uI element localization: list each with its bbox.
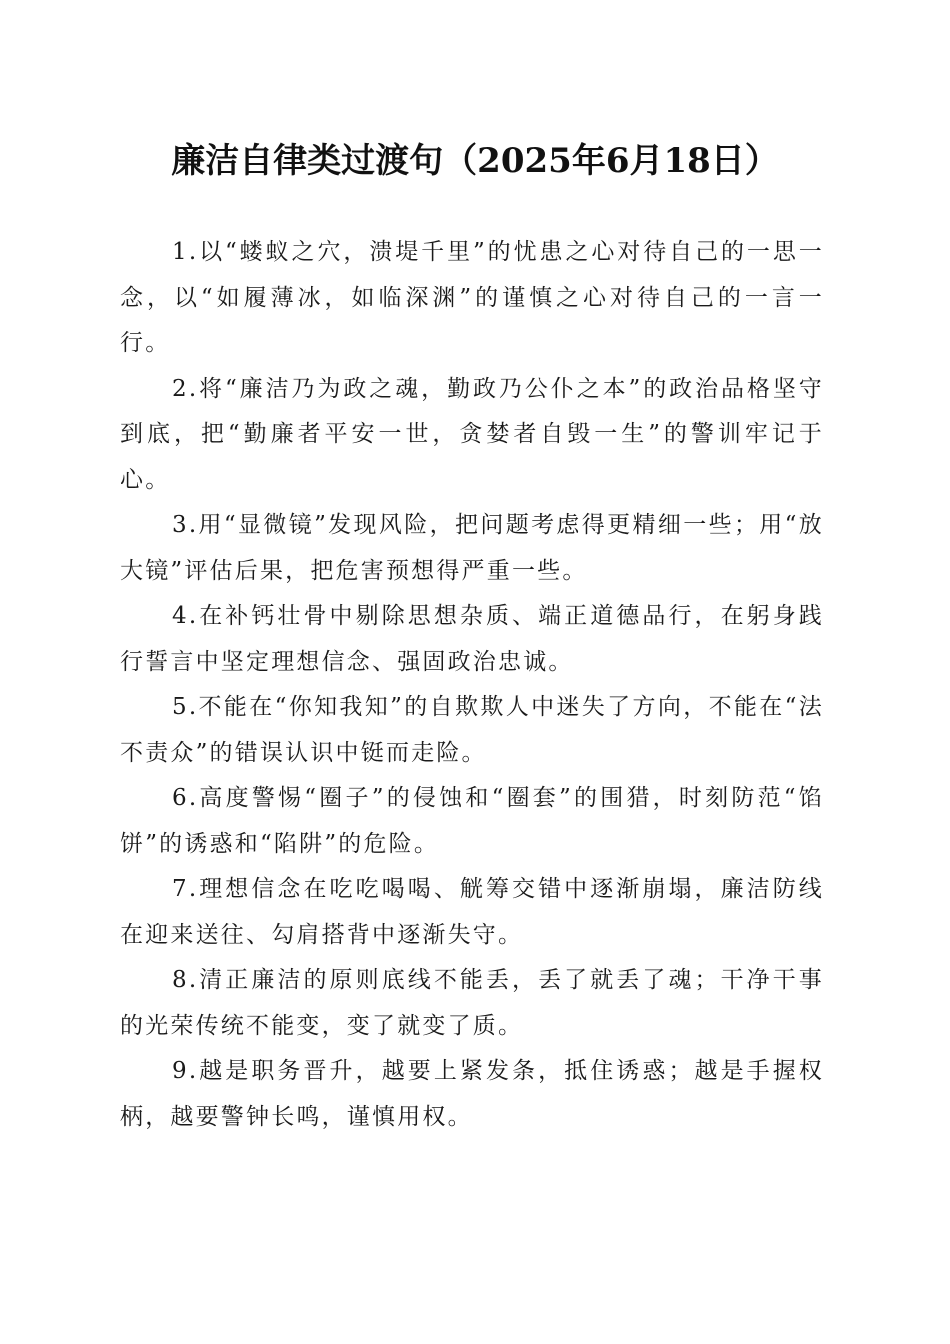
document-body xyxy=(120,230,824,1140)
paragraph-3: 3.用“显微镜”发现风险，把问题考虑得更精细一些；用“放大镜”评估后果，把危害预想得严重一些。 xyxy=(120,512,824,584)
document-title: 廉洁自律类过渡句（2025年6月18日） xyxy=(171,141,779,181)
paragraph-4: 4.在补钙壮骨中剔除思想杂质、端正道德品行，在躬身践行誓言中坚定理想信念、强固政治忠诚。 xyxy=(120,603,824,675)
paragraph-2: 2.将“廉洁乃为政之魂，勤政乃公仆之本”的政治品格坚守到底，把“勤廉者平安一世，贪婪者自毁一生”的警训牢记于心。 xyxy=(120,375,824,493)
paragraph-7: 7.理想信念在吃吃喝喝、觥筹交错中逐渐崩塌，廉洁防线在迎来送往、勾肩搭背中逐渐失守。 xyxy=(120,876,824,948)
paragraph-5: 5.不能在“你知我知”的自欺欺人中迷失了方向，不能在“法不责众”的错误认识中铤而走险。 xyxy=(120,694,824,766)
paragraph-6: 6.高度警惕“圈子”的侵蚀和“圈套”的围猎，时刻防范“馅饼”的诱惑和“陷阱”的危险。 xyxy=(120,785,824,857)
paragraph-9: 9.越是职务晋升，越要上紧发条，抵住诱惑；越是手握权柄，越要警钟长鸣，谨慎用权。 xyxy=(120,1058,824,1130)
paragraph-8: 8.清正廉洁的原则底线不能丢，丢了就丢了魂；干净干事的光荣传统不能变，变了就变了质。 xyxy=(120,967,824,1039)
paragraph-1: 1.以“蝼蚁之穴，溃堤千里”的忧患之心对待自己的一思一念，以“如履薄冰，如临深渊”的谨慎之心对待自己的一言一行。 xyxy=(120,239,824,356)
